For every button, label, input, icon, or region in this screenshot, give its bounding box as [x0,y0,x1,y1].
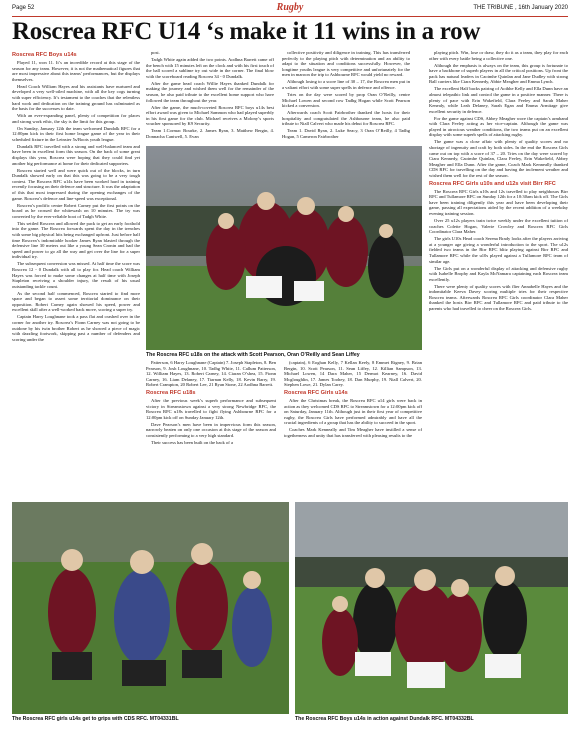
article-column-mid-left [146,360,276,498]
paragraph: The excellent Half backs pairing of Aoibhe Kelly and Ella Dunn have an almost telepathic link and control the game in a positive manner. There is plenty of pace with Erin Wakefield, Clara Feeley and Sarah Maher Kenealy, while Leah Delaney, Sarah Egan and Emma Armitage give excellent security in defence. [429,86,568,114]
paragraph: Dave Pearson’s men have been in impervious form this season, narrowly beaten on only one occasion at this stage of the season and consistently performing to a very high standard. [146,421,276,438]
photo-caption-boys: The Roscrea RFC Boys u14s in action against Dundalk RFC. MT04332BL [295,716,474,722]
paragraph: Team 1. David Ryan, 2. Luke Seacy, 3 Oran O’Reilly, 4 Tadhg Hogan, 5 Cameron Fairbrother [282,128,410,139]
article-column-4 [429,50,568,498]
paragraph: After the game head coach Willie Hayes thanked Dundalk for making the journey and wished them well for the remainder of the season, he also paid tribute to the excellent home support who have followed the team throughout the year. [146,80,274,103]
paragraph: The game was a close affair with plenty of quality scores and no shortage of ingenuity and craft by both sides. In the end the Roscrea Girls came out on top with a score of 37 – 20. Tries on the day were scored by Ciara Kennedy, Caoimhe Quinlan, Clara Feeley, Erin Wakefield, Abbey Meagher and Ella Dunn. After the game, Coach Mark Kenneally thanked CDS RFC for travelling on the day and having the inclement weather and wished them well for the rest of the season. [429,139,568,179]
paragraph: The subsequent conversion was missed. At half time the score was Roscrea 12 - 0 Dundalk with all to play for. Head coach William Hayes was forced to make some changes at half time with Joseph Stapleton receiving a shoulder injury, the result of his usual outstanding tackle count. [12,261,140,289]
headline: Roscrea RFC U14 ‘s make it 11 wins in a row [12,18,481,45]
paragraph: Coaches Mark Kenneally and Tim Meagher have instilled a sense of togetherness and unity that has transferred with pleasing results to the [284,427,422,438]
article-column-mid-right [284,360,422,498]
paragraph: Their success has been built on the back of a [151,439,234,445]
article-column-3 [282,50,410,145]
paragraph: collective positivity and diligence in training. This has transferred perfectly to the playing pitch with determination and an ability to adapt to the situation and conditions successfully. However, the longtime youths league is very competitive and unfortunately for the men in maroon the trip to Ashbourne RFC would yield no reward. [282,50,410,78]
rugby-photo-girls [12,502,289,714]
paragraph: Afterwards coach Scott Fairbrother thanked the hosts for their hospitality and congratulated the Ashbourne team, he also paid tribute to Niall Calvert who made his debut for Roscrea RFC. [282,110,410,127]
paragraph: Team 1.Cormac Bourke, 2. James Ryan, 3. Matthew Bergin, 4. Donnacha Cantwell, 5. Evan [146,128,274,139]
paragraph: (captain), 6 Eoghan Kelly, 7 Kellan Keely, 8 Emmet Rigney, 9. Brian Bergin, 10. Scott Pearson, 11. Sean Liffey, 12. Killian Sampson, 13. Michael Lowen, 14 Dara Maher, 15 Dermot Kearney, 16. David Mcgloughlin, 17. James Toohey, 18. Dan Murphy, 19. Niall Calvert, 20. Stephen Lowe, 21. Dylan Carey. [284,360,422,388]
subhead-u18s: Roscrea RFC u18s [146,389,196,396]
photo-boys-u14s [295,502,568,714]
paragraph: Although losing to a score line of 30 – 17, the Roscrea men put in a valiant effort with some super spells in defence and offence. [282,79,410,90]
photo-caption-main: The Roscrea RFC u18s on the attack with Scott Pearson, Oran O’Reilly and Sean Liffey [146,352,360,358]
paragraph: post. [151,50,160,55]
paragraph: playing pitch. Win, lose or draw, they do it as a team, they play for each other with every battle being a collective one. [429,50,568,61]
paragraph: After the game, the much-coveted Roscrea RFC boys u14s best effort award was given to Michael Sammon who had played superbly in his first game for the club. Michael receives a Molony’s sports voucher sponsored by K9 Security. [146,104,274,127]
paragraph: Played 11, won 11. It’s an incredible record at this stage of the season for any team. However, it is not the mathematical figures that are most impressive about this teams’ performances, but the displays themselves. [12,60,140,82]
paragraph: Roscrea started well and were quick out of the blocks, in turn Dundalk showed early on that this was going to be a very tough contest. The Roscrea RFC u14s have been worked hard in training recently focusing on their defence and structure. It was the adaptation of this that most impressed during the opening exchanges of the game. Roscrea’s defence and line-speed was exceptional. [12,167,140,201]
paragraph: With an ever-expanding panel, plenty of competition for places and strong work ethic, the sky is the limit for this group. [12,113,140,124]
header-rule [12,16,568,17]
page-number: Page 52 [12,5,35,11]
paragraph: Over 25 u12s players train twice weekly under the excellent tuition of coaches Colette Hogan, Valerie Crowley and Roscrea RFC Girls Coordinator Clara Maher. [429,217,568,235]
paragraph: Tries on the day were scored by prop Oran O’Reilly, centre Michael Lowen and second row Tadhg Hogan while Scott Pearson kicked a conversion. [282,91,410,109]
subhead-boys-u14s: Roscrea RFC Boys u14s [12,52,77,58]
page-header [12,3,568,14]
paragraph: The girls U10s Head coach Serena Brady looks after the players arriving at a younger age giving a wonderful introduction to the sport. The u12s fielded two teams in the Birr RFC blitz playing against Birr RFC and Tullamore RFC while the u10s played against a Tullamore RFC team of similar age. [429,236,568,264]
subhead-girls-u14s: Roscrea RFC Girls u14s [284,389,348,396]
rugby-photo-u18s [146,146,422,350]
paragraph: On Sunday, January 12th the team welcomed Dundalk RFC for a 12:00pm kick in their first home league game of the year in their scheduled fixture in the Leinster 5s/Boots youth league. [12,125,140,142]
paragraph: This settled Roscrea and allowed the pack to get an early foothold into the game. The Roscrea forwards spent the day in the trenches with some big physical hits being exchanged upfront. Just before half time Roscrea’s indomitable hooker James Ryan blasted through the defensive line 30 meters out like a young Sean Cronin and had the speed and power to go all the way and get over the line for a super individual try. [12,220,140,260]
paragraph: Tadgh White again added the two points. Aodhna Barrett came off the bench with 15 minutes left on the clock and with his first touch of the ball scored a sublime try out wide in the corner. The final blow with the scoreboard reading Roscrea 34 - 0 Dundalk. [146,56,274,79]
subhead-girls-u10-u12: Roscrea RFC Girls u10s and u12s visit Birr RFC [429,180,556,187]
paragraph: Patterson, 6 Harry Loughnane (Captain) 7. Joseph Stapleton, 8. Ben Pearson, 9. Josh Loughnane, 10. Tadhg White, 11. Callum Patterson, 12. William Hayes, 13. Robert Carney, 14. Ciaran O’shea, 15. Fionn Carney, 16. Liam Delaney, 17. Tiarnan Kelly, 18. Kevin Barry, 19. Robert Crampton, 20 Robert Lee, 21 Ryan Stone, 22 Aodhna Barrett. [146,360,276,388]
rugby-photo-boys [295,502,568,714]
paragraph: Dundalk RFC travelled with a strong and well-balanced team and have been in excellent form this season. On the back of some great displays this year, Roscrea were hoping that they could find yet another big performance at home for their dedicated supporters. [12,143,140,166]
paragraph: Roscrea’s prolific centre Robert Carney put the first points on the board as he crossed the whitewash on 10 minutes. The try was converted by the ever-reliable boot of Tadgh White. [12,202,140,219]
article-column-2 [146,50,274,145]
paragraph: As the second half commenced, Roscrea started to find more space and began to assert some territorial dominance on their opposition. Robert Carney again showed his speed, power and excellent skill after a well-worked back move, scoring a super try. [12,290,140,313]
photo-girls-u14s [12,502,289,714]
photo-caption-girls: The Roscrea RFC girls u14s get to grips with CDS RFC. MT04331BL [12,716,179,722]
paragraph: Captain Harry Loughnane took a pass flat and crashed over in the corner for another try. Roscrea’s Fionn Carney was not going to be outdone by his twin brother Robert as he showed a piece of magic with dazzling footwork, skipping past a number of defenders and scoring under the [12,314,140,342]
paragraph: Although the emphasis is always on the team, this group is fortunate to have a backbone of superb players in all the critical positions. Up front the pack has natural leaders in Caoimhe Quinlan and Jane Dudley with strong Ball carriers like Ciara Kennedy, Abbie Meagher and Emma Lynch. [429,62,568,85]
main-photo [146,146,422,350]
publication-date: THE TRIBUNE , 16th January 2020 [473,5,568,11]
section-title: Rugby [276,2,304,13]
paragraph: The Roscrea RFC Girls u10s and 12s travelled to play neighbours Birr RFC and Tullamore RFC on Sunday 12th for a 10:30am kick off. The Girls have been training diligently this year and have been developing their game, passing all expectations aided by the recent addition of a weekday evening training session. [429,188,568,216]
paragraph: For the game against CDS, Abbey Meagher wore the captain’s armband with Clara Feeley acting as her vice-captain. Although the game was played in atrocious weather conditions, the two teams put on an excellent display with some superb spells of attacking rugby. [429,115,568,138]
paragraph: There were plenty of quality scores with flier Annabelle Hayes and the indomitable Keeva Davey scoring multiple tries for their respective Roscrea teams. Afterwards Roscrea RFC Girls coordinator Clara Maher thanked the hosts Birr RFC and Tullamore RFC and paid tribute to the parents who had travelled to cheer on the Roscrea Girls. [429,283,568,312]
paragraph: Head Coach William Hayes and his assistants have nurtured and developed a very well-oiled machine, with all the key cogs turning with super efficiency. It’s testament to the coaches that the relentless hard work and dedication on the training ground has culminated as the basis for the successes to date. [12,83,140,112]
paragraph: After the previous week’s superb performance and subsequent victory in Streamstown against a very strong Newbridge RFC, the Roscrea RFC u18s travelled to fight flying Ashbourne RFC for a 12:00pm kick off on Sunday January 12th. [146,397,276,420]
paragraph: The Girls put on a wonderful display of attacking and defensive rugby with Isabelle Brophy and Kayla McNamara captaining each Roscrea team excellently. [429,265,568,282]
article-column-1 [12,50,140,498]
paragraph: After the Christmas break, the Roscrea RFC u14 girls were back in action as they welcomed CDS RFC to Streamstown for a 12:00pm kick off on Saturday, January 11th. Although just in their first year of competitive rugby, the Roscrea Girls have performed admirably and have all the crucial ingredients of a group that has the ability to succeed in the sport. [284,397,422,426]
